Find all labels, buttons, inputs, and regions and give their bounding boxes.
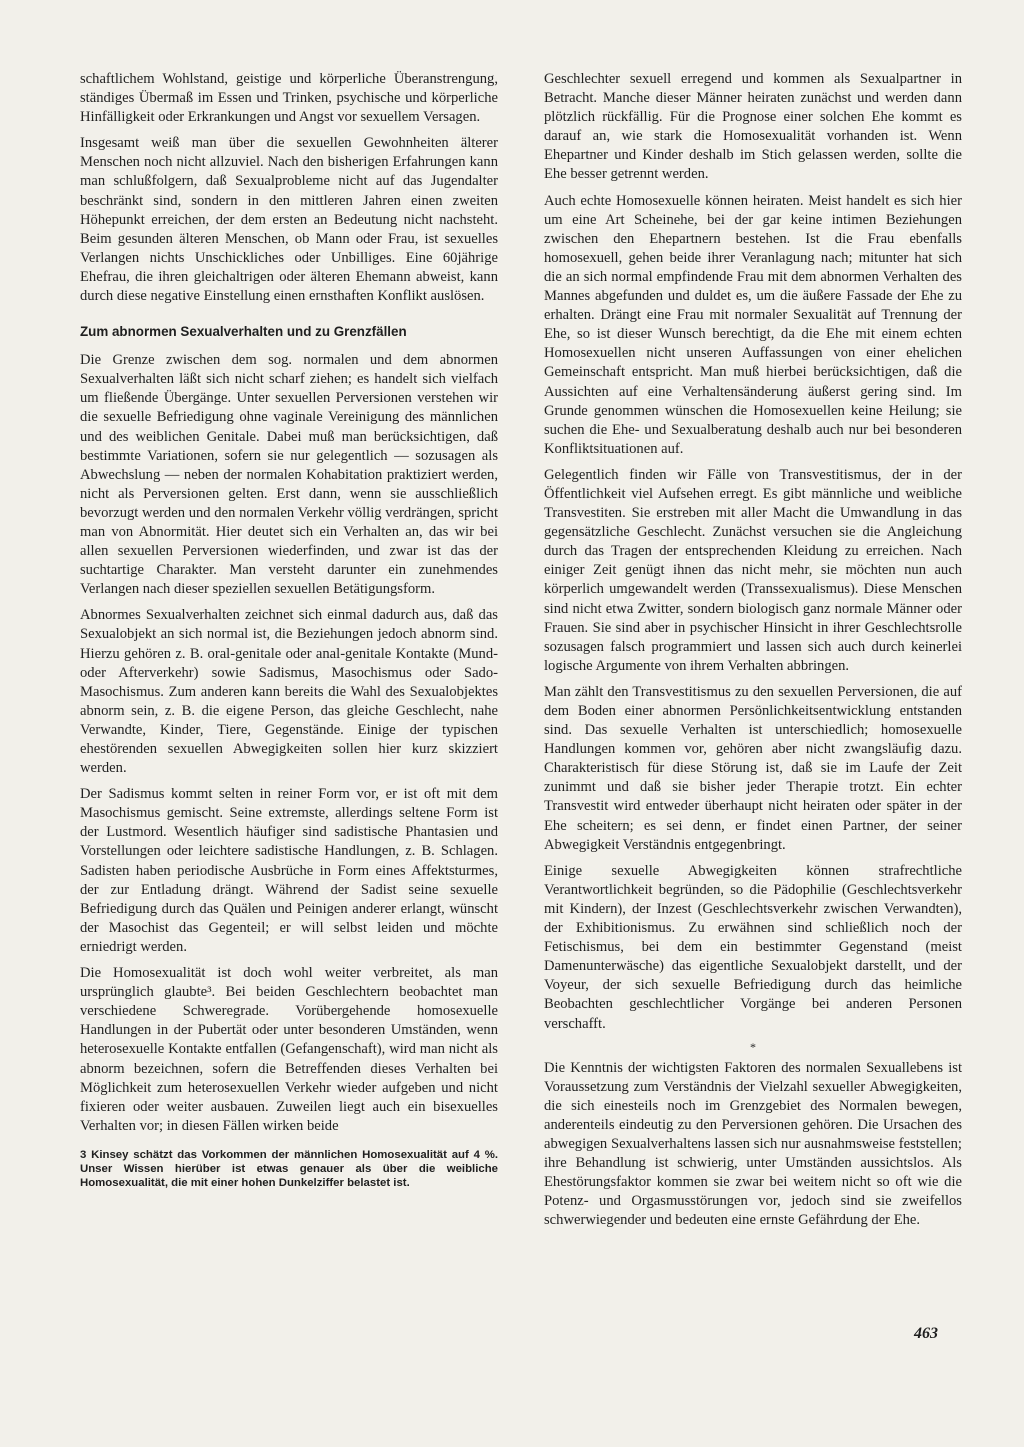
paragraph: Einige sexuelle Abwegigkeiten können strafrechtliche Verantwortlichkeit begründen, so die Pädophilie (Geschlechtsverkehr mit Kindern), der Inzest (Geschlechtsverkehr zwischen Verwandten), der Exhibitionismus. Zu erwähnen sind schließlich noch der Fetischismus, bei dem ein bestimmter Gegenstand (meist Damenunterwäsche) das eigentliche Sexualobjekt darstellt, und der Voyeur, der sich sexuelle Befriedigung durch das heimliche Beobachten geschlechtlicher Vorgänge bei anderen Personen verschafft. [544, 862, 962, 1032]
paragraph: Die Grenze zwischen dem sog. normalen und dem abnormen Sexualverhalten läßt sich nicht scharf ziehen; es handelt sich vielfach um fließende Übergänge. Unter sexuellen Perversionen verstehen wir die sexuelle Befriedigung ohne vaginale Vereinigung des männlichen und des weiblichen Genitale. Dabei muß man berücksichtigen, daß bestimmte Variationen, sofern sie nur gelegentlich — sozusagen als Abwechslung — neben der normalen Kohabitation praktiziert werden, nicht als Perversionen gelten. Erst dann, wenn sie ausschließlich bevorzugt werden und den normalen Verkehr völlig verdrängen, spricht man von Abnormität. Hier deutet sich ein Verhalten an, das wir bei allen sexuellen Perversionen wiederfinden, und zwar ist das der suchtartige Charakter. Man versteht darunter ein zunehmendes Verlangen nach dieser speziellen sexuellen Betätigungsform. [80, 352, 498, 598]
paragraph: Geschlechter sexuell erregend und kommen als Sexualpartner in Betracht. Manche dieser Männer heiraten zunächst und werden dann plötzlich rückfällig. Für die Prognose einer solchen Ehe kommt es darauf an, wie stark die Homosexualität vorhanden ist. Wenn Ehepartner und Kinder deshalb im Stich gelassen werden, sollte die Ehe besser getrennt werden. [544, 71, 962, 183]
paragraph: Auch echte Homosexuelle können heiraten. Meist handelt es sich hier um eine Art Scheinehe, bei der gar keine intimen Beziehungen zwischen den Ehepartnern bestehen. Ist die Frau ebenfalls homosexuell, gehen beide ihrer Veranlagung nach; mitunter hat sich die an sich normal empfindende Frau mit dem abnormen Verhalten des Mannes abgefunden und duldet es, um die äußere Fassade der Ehe zu erhalten. Drängt eine Frau mit normaler Sexualität auf Trennung der Ehe, so ist dieser Wunsch berechtigt, da die Ehe mit einem echten Homosexuellen nicht unseren Auffassungen von einer ehelichen Gemeinschaft entspricht. Man muß hierbei berücksichtigen, daß die Aussichten auf eine Verhaltensänderung äußerst gering sind. Im Grunde genommen wünschen die Homosexuellen keine Heilung; sie suchen die Ehe- und Sexualberatung deshalb auch nur bei besonderen Konfliktsituationen auf. [544, 192, 962, 457]
paragraph: schaftlichem Wohlstand, geistige und körperliche Überanstrengung, ständiges Übermaß im Essen und Trinken, psychische und körperliche Hinfälligkeit oder Erkrankungen und Angst vor sexuellem Versagen. [80, 71, 498, 126]
paragraph: Gelegentlich finden wir Fälle von Transvestitismus, der in der Öffentlichkeit viel Aufsehen erregt. Es gibt männliche und weibliche Transvestiten. Sie erstreben mit aller Macht die Umwandlung in das gegensätzliche Geschlecht. Zunächst versuchen sie die Angleichung durch das Tragen der entsprechenden Kleidung zu erreichen. Nach einiger Zeit genügt ihnen das nicht mehr, sie möchten nun auch körperlich umgewandelt werden (Transsexualismus). Diese Menschen sind nicht etwa Zwitter, sondern biologisch ganz normale Männer oder Frauen. Sie sind aber in psychischer Hinsicht in ihrer Geschlechtsrolle sozusagen falsch programmiert und lassen sich auch durch keinerlei logische Argumente von ihrem Verhalten abbringen. [544, 466, 962, 674]
right-column [544, 70, 962, 1237]
footnote: 3 Kinsey schätzt das Vorkommen der männlichen Homosexualität auf 4 %. Unser Wissen hierüber ist etwas genauer als über die weibliche Homosexualität, die mit einer hohen Dunkelziffer belastet ist. [80, 1148, 498, 1189]
paragraph: Abnormes Sexualverhalten zeichnet sich einmal dadurch aus, daß das Sexualobjekt an sich normal ist, die Beziehungen jedoch abnorm sind. Hierzu gehören z. B. oral-genitale oder anal-genitale Kontakte (Mund- oder Afterverkehr) sowie Sadismus, Masochismus oder Sado-Masochismus. Zum anderen kann bereits die Wahl des Sexualobjektes abnorm sein, z. B. die eigene Person, das gleiche Geschlecht, nahe Verwandte, Kinder, Tiere, Gegenstände. Einige der typischen ehestörenden sexuellen Abwegigkeiten sollen hier kurz skizziert werden. [80, 607, 498, 777]
paragraph: Der Sadismus kommt selten in reiner Form vor, er ist oft mit dem Masochismus gemischt. Seine extremste, allerdings seltene Form ist der Lustmord. Wesentlich häufiger sind sadistische Phantasien und Vorstellungen oder leichtere sadistische Handlungen, z. B. Schlagen. Sadisten haben periodische Ausbrüche in Form eines Affektsturmes, der zur Entladung drängt. Während der Sadist seine sexuelle Befriedigung durch das Quälen und Peinigen anderer erlangt, wünscht der Masochist das Gegenteil; er will selbst leiden und möchte erniedrigt werden. [80, 786, 498, 955]
section-heading: Zum abnormen Sexualverhalten und zu Grenzfällen [80, 324, 407, 340]
page-number: 463 [914, 1325, 938, 1342]
paragraph: Man zählt den Transvestitismus zu den sexuellen Perversionen, die auf dem Boden einer abnormen Persönlichkeitsentwicklung entstanden sind. Das sexuelle Verhalten ist unterschiedlich; homosexuelle Handlungen kommen vor, gehören aber nicht zwangsläufig dazu. Charakteristisch für diese Störung ist, daß sie im Laufe der Zeit zunimmt und daß sie bisher jeder Therapie trotzt. Ein echter Transvestit wird entweder überhaupt nicht heiraten oder später in der Ehe scheitern; es sei denn, er findet einen Partner, der seiner Abwegigkeit Verständnis entgegenbringt. [544, 683, 962, 853]
paragraph: Insgesamt weiß man über die sexuellen Gewohnheiten älterer Menschen noch nicht allzuviel. Nach den bisherigen Erfahrungen kann man schlußfolgern, daß Sexualprobleme nicht auf das Jugendalter beschränkt sind, sondern in den mittleren Jahren einen zweiten Höhepunkt erreichen, der dem ersten an Bedeutung nicht nachsteht. Beim gesunden älteren Menschen, ob Mann oder Frau, ist sexuelles Verlangen nichts Unschickliches oder Unbilliges. Eine 60jährige Ehefrau, die ihren gleichaltrigen oder älteren Ehemann abweist, kann durch diese negative Einstellung einen ernsthaften Konflikt auslösen. [80, 135, 498, 305]
paragraph: Die Homosexualität ist doch wohl weiter verbreitet, als man ursprünglich glaubte³. Bei beiden Geschlechtern beobachtet man verschiedene Schweregrade. Vorübergehende homosexuelle Handlungen in der Pubertät oder unter besonderen Umständen, wenn heterosexuelle Kontakte entfallen (Gefangenschaft), wird man nicht als abnorm bezeichnen, sofern die Betreffenden dieses Verhalten bei Möglichkeit zum heterosexuellen Verkehr wieder aufgeben und nicht fixieren oder weiter ausbauen. Zuweilen liegt auch ein bisexuelles Verhalten vor; in diesen Fällen wirken beide [80, 965, 498, 1134]
paragraph: Die Kenntnis der wichtigsten Faktoren des normalen Sexuallebens ist Voraussetzung zum Verständnis der Vielzahl sexueller Abwegigkeiten, die sich einesteils noch im Grenzgebiet des Normalen bewegen, anderenteils eindeutig zu den Perversionen gehören. Die Ursachen des abwegigen Sexualverhaltens lassen sich nur ausnahmsweise feststellen; ihre Behandlung ist schwierig, unter Umständen aussichtslos. Als Ehestörungsfaktor kommen sie zwar bei weitem nicht so oft wie die Potenz- und Orgasmusstörungen vor, jedoch sind sie zweifellos schwerwiegender und bedeuten eine ernste Gefährdung der Ehe. [544, 1059, 962, 1229]
left-column [80, 70, 498, 1237]
two-column-layout [80, 70, 962, 1237]
section-separator: * [750, 1039, 756, 1054]
